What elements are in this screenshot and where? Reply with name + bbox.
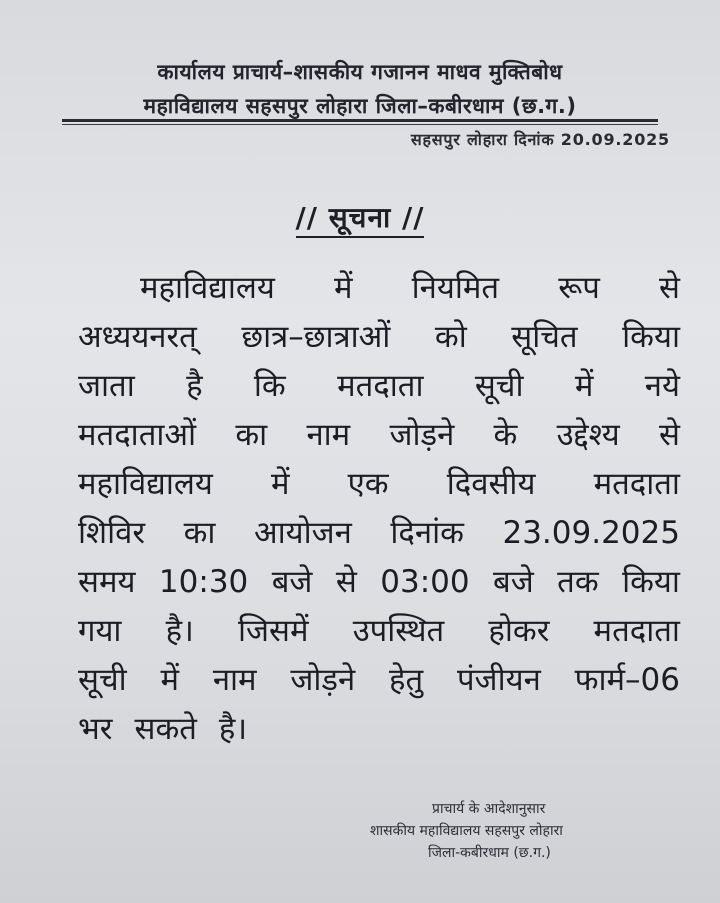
body-line (78, 705, 680, 754)
body-word: दिनांक (390, 515, 464, 551)
body-word: है। (165, 613, 194, 649)
body-word: है (186, 368, 203, 404)
body-word: में (333, 270, 353, 306)
body-word: तक (557, 564, 599, 600)
body-word: जिसमें (238, 613, 309, 649)
body-word: किया (622, 564, 680, 600)
body-word: जोड़ने (389, 417, 455, 453)
body-word: नये (644, 368, 680, 404)
body-word: हेतु (389, 662, 424, 698)
body-word: कि (253, 368, 286, 404)
body-word: से (659, 417, 680, 453)
body-word: महाविद्यालय (78, 466, 213, 502)
body-word: मतदाता (593, 466, 680, 502)
body-line (78, 264, 680, 313)
body-word: नाम (212, 662, 257, 698)
notice-title (0, 198, 720, 236)
body-word: उपस्थित (352, 613, 445, 649)
body-word: नाम (306, 417, 351, 453)
notice-title-text: // सूचना // (296, 201, 425, 238)
body-word: फार्म–06 (574, 662, 680, 698)
body-word: होकर (488, 613, 550, 649)
body-line (78, 411, 680, 460)
body-word: में (160, 662, 180, 698)
body-word: किया (622, 319, 680, 355)
body-word: सकते (134, 711, 197, 747)
body-word: मतदाता (337, 368, 424, 404)
body-word: बजे (271, 564, 313, 600)
body-word: रूप (558, 270, 600, 306)
body-word: में (574, 368, 594, 404)
body-line (78, 607, 680, 656)
body-word: मतदाता (593, 613, 680, 649)
body-line (78, 509, 680, 558)
body-line (78, 362, 680, 411)
body-word: 03:00 (380, 564, 470, 600)
header-rule-thick (62, 119, 658, 122)
body-word: बजे (493, 564, 534, 600)
notice-body (78, 264, 680, 754)
signature-line-2: शासकीय महाविद्यालय सहसपुर लोहारा (370, 823, 563, 839)
body-word: दिवसीय (446, 466, 536, 502)
body-word: 10:30 (158, 564, 249, 600)
body-line (78, 656, 680, 705)
body-word: का (235, 417, 268, 453)
body-word: का (183, 515, 216, 551)
body-word: सूची (78, 662, 127, 698)
header-rule-thin (62, 124, 658, 125)
body-word: 23.09.2025 (502, 515, 680, 551)
body-word: जोड़ने (290, 662, 356, 698)
body-word: नियमित (411, 270, 500, 306)
body-word: सूची (474, 368, 524, 404)
body-word: से (335, 564, 357, 600)
body-word: पंजीयन (456, 662, 541, 698)
body-word: समय (78, 564, 136, 600)
body-word: सूचित (511, 319, 578, 355)
signature-line-3: जिला-कबीरधाम (छ.ग.) (428, 845, 551, 861)
body-word: गया (78, 613, 122, 649)
body-line (78, 313, 680, 362)
signature-block (370, 798, 670, 864)
body-line (78, 460, 680, 509)
body-word: शिविर (78, 515, 146, 551)
body-word: छात्र–छात्राओं (241, 319, 391, 355)
body-word: आयोजन (253, 515, 352, 551)
body-word: में (270, 466, 290, 502)
header-line-2: महाविद्यालय सहसपुर लोहारा जिला–कबीरधाम (छ.ग.) (143, 94, 577, 118)
office-header (60, 58, 660, 120)
body-line (78, 558, 680, 607)
body-word: मतदाताओं (78, 417, 197, 453)
signature-line-1: प्राचार्य के आदेशानुसार (432, 801, 546, 817)
body-word: से (659, 270, 680, 306)
header-line-1: कार्यालय प्राचार्य–शासकीय गजानन माधव मुक्तिबोध (157, 60, 563, 84)
body-word: के (493, 417, 518, 453)
body-word: अध्ययनरत् (78, 319, 197, 355)
body-word: उद्देश्य (556, 417, 620, 453)
body-word: एक (347, 466, 389, 502)
place-date-line: सहसपुर लोहारा दिनांक 20.09.2025 (410, 130, 670, 149)
body-word: है। (218, 711, 248, 747)
body-word: महाविद्यालय (140, 270, 275, 306)
body-word: को (434, 319, 467, 355)
body-word: जाता (78, 368, 135, 404)
body-word: भर (78, 711, 113, 747)
